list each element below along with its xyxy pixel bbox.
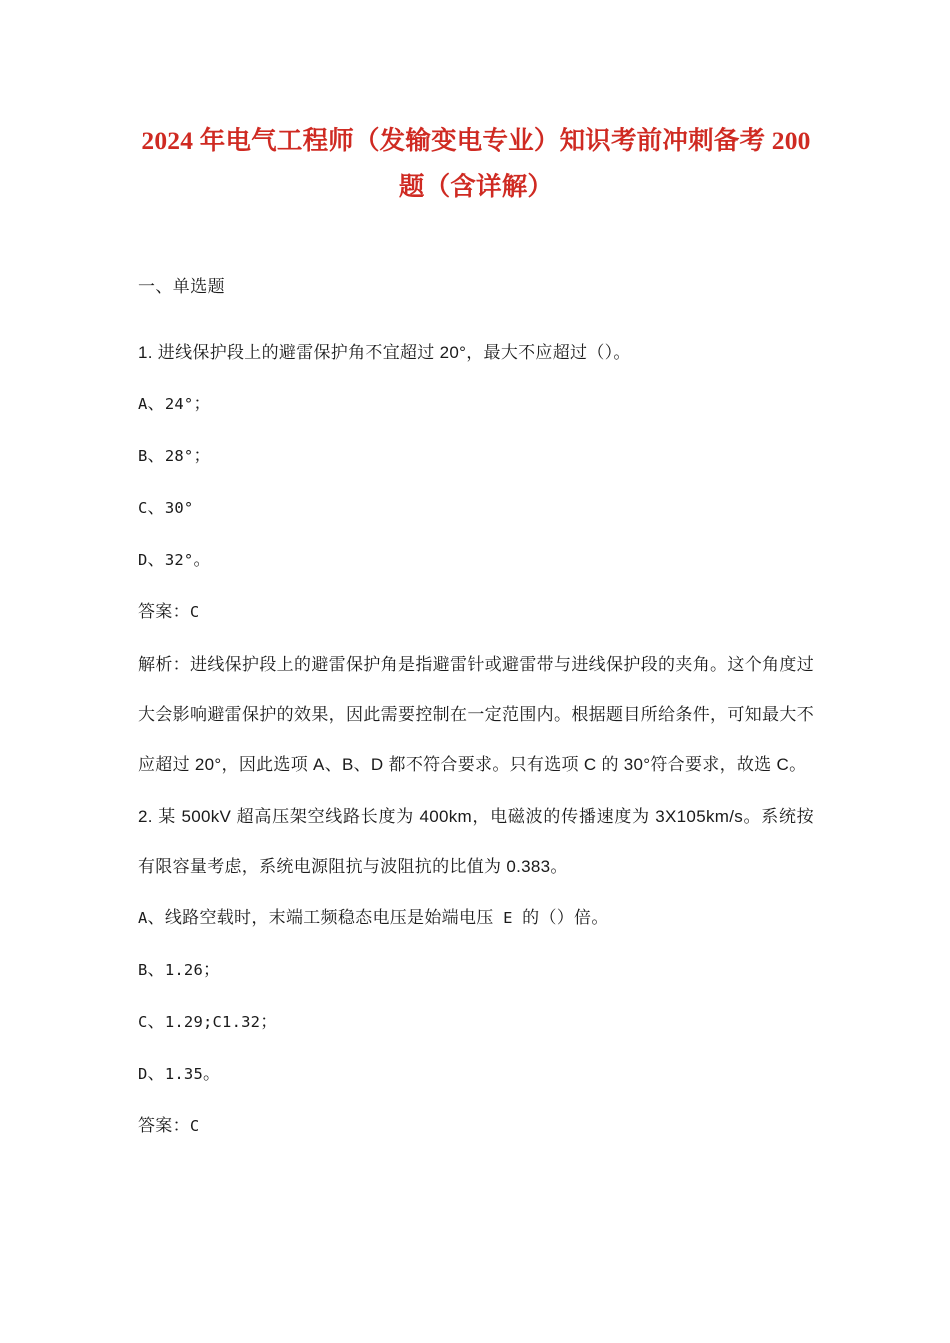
- text-run: 、: [147, 498, 165, 517]
- text-run: ；: [260, 1012, 278, 1031]
- text-run: 28°: [164, 447, 194, 465]
- question-2-answer-label: 答案：: [138, 1116, 190, 1135]
- text-run: ；: [193, 394, 211, 413]
- question-2-option-b[interactable]: [138, 944, 814, 996]
- text-run: 。: [203, 1064, 221, 1083]
- text-run: D: [138, 1065, 148, 1083]
- document-content: [138, 0, 814, 1152]
- question-1-analysis: 解析：进线保护段上的避雷保护角是指避雷针或避雷带与进线保护段的夹角。这个角度过大会影响避雷保护的效果，因此需要控制在一定范围内。根据题目所给条件，可知最大不应超过 20°，因此选项 A、B、D 都不符合要求。只有选项 C 的 30°符合要求，故选 C。: [138, 655, 814, 774]
- text-run: 、: [147, 446, 165, 465]
- text-run: 、: [147, 960, 165, 979]
- question-2-answer-value: C: [189, 1117, 200, 1135]
- text-run: 。: [193, 550, 211, 569]
- question-1-answer-label: 答案：: [138, 602, 190, 621]
- text-run: 1.26: [164, 961, 203, 979]
- text-run: 1.29;C1.32: [164, 1013, 261, 1031]
- text-run: 、: [147, 1064, 165, 1083]
- question-2-option-d[interactable]: [138, 1048, 814, 1100]
- question-2-option-a[interactable]: [138, 892, 814, 944]
- text-run: 的（）倍。: [522, 908, 609, 927]
- text-run: A: [138, 909, 148, 927]
- page-title: [138, 0, 814, 210]
- page-title-line-1: 2024 年电气工程师（发输变电专业）知识考前冲刺备考 200: [141, 126, 811, 155]
- question-1-option-c[interactable]: [138, 482, 814, 534]
- text-run: 24°: [164, 395, 194, 413]
- section-heading-single-choice: 一、单选题: [138, 277, 225, 296]
- question-1-answer: [138, 586, 814, 638]
- text-run: 、: [147, 394, 165, 413]
- text-run: C: [138, 1013, 148, 1031]
- text-run: B: [138, 447, 148, 465]
- text-run: 32°: [164, 551, 194, 569]
- question-1-option-a[interactable]: [138, 378, 814, 430]
- text-run: 、: [147, 550, 165, 569]
- question-stem-2: 2. 某 500kV 超高压架空线路长度为 400km，电磁波的传播速度为 3X105km/s。系统按有限容量考虑，系统电源阻抗与波阻抗的比值为 0.383。: [138, 807, 814, 876]
- text-run: A: [138, 395, 148, 413]
- question-2-option-c[interactable]: [138, 996, 814, 1048]
- text-run: 、线路空载时，末端工频稳态电压是始端电压: [147, 908, 494, 927]
- text-run: ；: [203, 960, 221, 979]
- text-run: 30°: [164, 499, 194, 517]
- question-1-option-d[interactable]: [138, 534, 814, 586]
- text-run: D: [138, 551, 148, 569]
- question-2-answer: [138, 1100, 814, 1152]
- question-stem-1: 1. 进线保护段上的避雷保护角不宜超过 20°，最大不应超过（）。: [138, 343, 631, 362]
- text-run: 1.35: [164, 1065, 203, 1083]
- text-run: 、: [147, 1012, 165, 1031]
- text-run: C: [138, 499, 148, 517]
- text-run: ；: [193, 446, 211, 465]
- text-run: B: [138, 961, 148, 979]
- page-title-line-2: 题（含详解）: [398, 172, 554, 201]
- question-1-answer-value: C: [189, 603, 200, 621]
- question-1-option-b[interactable]: [138, 430, 814, 482]
- text-run: E: [493, 909, 523, 927]
